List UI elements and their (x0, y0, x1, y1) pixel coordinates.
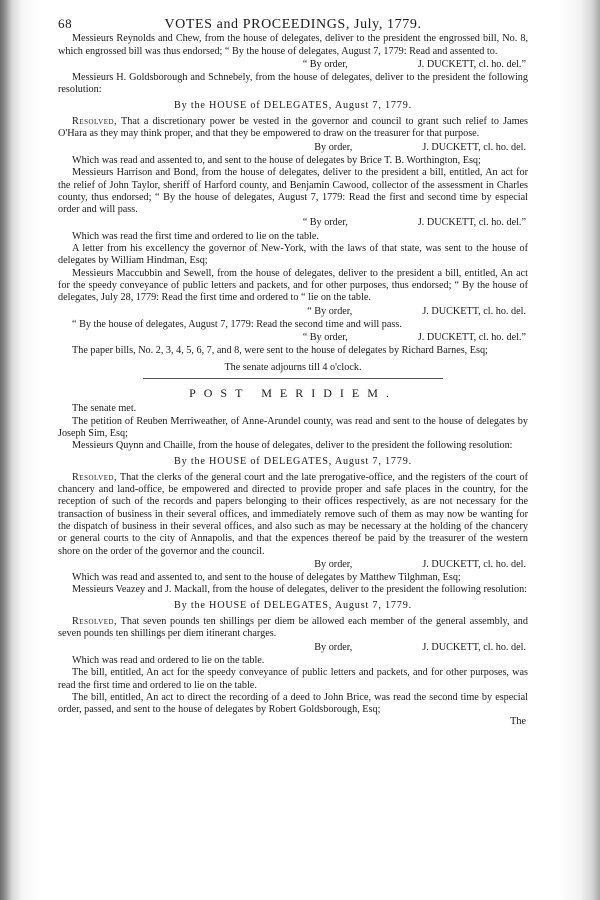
signature-line (58, 306, 528, 318)
signature-line (58, 332, 528, 344)
section-heading-post-meridiem: POST MERIDIEM. (189, 386, 397, 401)
signature-by-order: “ By order, (307, 305, 353, 317)
paragraph: Which was read and assented to, and sent to the house of delegates by Matthew Tilghman, Esq; (72, 572, 461, 584)
signature-name: J. DUCKETT, cl. ho. del.” (417, 58, 526, 70)
signature-by-order: “ By order, (302, 332, 348, 344)
paragraph: Which was read the first time and ordered to lie on the table. (72, 230, 319, 242)
page-number: 68 (58, 16, 73, 31)
signature-line (58, 642, 528, 654)
paragraph: The senate met. (72, 403, 137, 415)
signature-name: J. DUCKETT, cl. ho. del. (422, 141, 526, 153)
signature-by-order: By order, (314, 141, 353, 153)
signature-line (58, 142, 528, 154)
signature-name: J. DUCKETT, cl. ho. del.” (417, 332, 526, 344)
paragraph: The paper bills, No. 2, 3, 4, 5, 6, 7, and 8, were sent to the house of delegates by Richard Barnes, Esq; (72, 345, 488, 357)
signature-by-order: “ By order, (302, 58, 348, 70)
signature-by-order: By order, (314, 641, 353, 653)
resolution-text (58, 472, 528, 558)
signature-line (58, 59, 528, 71)
paragraph: Which was read and assented to, and sent to the house of delegates by Brice T. B. Worthington, Esq; (72, 154, 481, 166)
signature-name: J. DUCKETT, cl. ho. del. (422, 305, 526, 317)
resolution-body: That a discretionary power be vested in the governor and council to grant such relief to James O'Hara as they may think proper, and that they be empowered to draw on the treasurer for that purpose. (58, 116, 528, 140)
paragraph: The bill, entitled, An act for the speedy conveyance of public letters and packets, and for other purposes, was read the first time and ordered to lie on the table. (58, 667, 528, 691)
paragraph: Which was read and ordered to lie on the table. (72, 654, 265, 666)
paragraph: The petition of Reuben Merriweather, of Anne-Arundel county, was read and sent to the house of delegates by Joseph Sim, Esq; (58, 415, 528, 439)
signature-name: J. DUCKETT, cl. ho. del. (422, 641, 526, 653)
paragraph: The bill, entitled, An act to direct the recording of a deed to John Brice, was read the second time by especial order, passed, and sent to the house of delegates by Robert Goldsborough, Esq; (58, 691, 528, 716)
paragraph: “ By the house of delegates, August 7, 1779: Read the second time and will pass. (72, 318, 402, 330)
resolution-heading: By the HOUSE of DELEGATES, August 7, 1779. (174, 455, 412, 467)
paragraph: Messieurs Veazey and J. Mackall, from the house of delegates, deliver to the president the following resolution: (72, 584, 528, 596)
resolution-text (58, 116, 528, 141)
paragraph: Messieurs H. Goldsborough and Schnebely, from the house of delegates, deliver to the president the following resolution: (58, 72, 528, 96)
resolution-body: That seven pounds ten shillings per diem be allowed each member of the general assembly, and seven pounds ten shillings per diem itinerant charges. (58, 616, 528, 640)
resolved-lead: Resolved, (72, 116, 118, 128)
page-title: VOTES and PROCEEDINGS, July, 1779. (164, 17, 422, 32)
resolution-text (58, 616, 528, 641)
paragraph: Messieurs Maccubbin and Sewell, from the house of delegates, deliver to the president a bill, entitled, An act for the speedy conveyance of public letters and packets, and for other purposes, thus endorsed; “ By the house of delegates, July 28, 1779: Read the first time and ordered to “ lie on the table. (58, 267, 528, 304)
paragraph: Messieurs Harrison and Bond, from the house of delegates, deliver to the president a bill, entitled, An act for the relief of John Taylor, sheriff of Harford county, and Benjamin Cawood, collector of the assessment in Charles county, thus endorsed; “ By the house of delegates, August 7, 1779: Read the first and second time by especial order and will pass. (58, 167, 528, 216)
adjournment-note: The senate adjourns till 4 o'clock. (224, 361, 362, 373)
signature-by-order: “ By order, (302, 217, 348, 229)
resolution-heading: By the HOUSE of DELEGATES, August 7, 1779. (174, 599, 412, 611)
section-divider (143, 378, 443, 379)
resolved-lead: Resolved, (72, 616, 118, 628)
resolution-heading: By the HOUSE of DELEGATES, August 7, 1779. (174, 99, 412, 111)
paragraph: Messieurs Quynn and Chaille, from the house of delegates, deliver to the president the following resolution: (72, 440, 513, 452)
signature-by-order: By order, (314, 558, 353, 570)
resolved-lead: Resolved, (72, 471, 118, 483)
catchword: The (510, 716, 526, 728)
paragraph: A letter from his excellency the governor of New-York, with the laws of that state, was sent to the house of delegates by William Hindman, Esq; (58, 243, 528, 267)
catchword-line (58, 716, 528, 728)
document-body (58, 33, 528, 716)
document-page (58, 18, 528, 730)
signature-name: J. DUCKETT, cl. ho. del. (422, 558, 526, 570)
signature-line (58, 559, 528, 571)
paragraph: Messieurs Reynolds and Chew, from the house of delegates, deliver to the president the engrossed bill, No. 8, which engrossed bill was thus endorsed; “ By the house of delegates, August 7, 1779: Read and assented to. (58, 33, 528, 57)
signature-name: J. DUCKETT, cl. ho. del.” (417, 217, 526, 229)
running-header (58, 18, 528, 31)
resolution-body: That the clerks of the general court and the late prerogative-office, and the registers of the court of chancery and land-office, be empowered and directed to provide proper and safe places in the country, for the reception of such of the records and papers belonging to their offices respectively, as are not necessary for the transaction of business in their several offices, and immediately remove such of them as may now be wanting for the dispatch of business in their several offices, and also such as may be necessary at the holding of the chancery or general courts to the city of Annapolis, and that the expences thereof be paid by the treasurer of the western shore on the order of the governor and the council. (58, 471, 528, 557)
signature-line (58, 217, 528, 229)
